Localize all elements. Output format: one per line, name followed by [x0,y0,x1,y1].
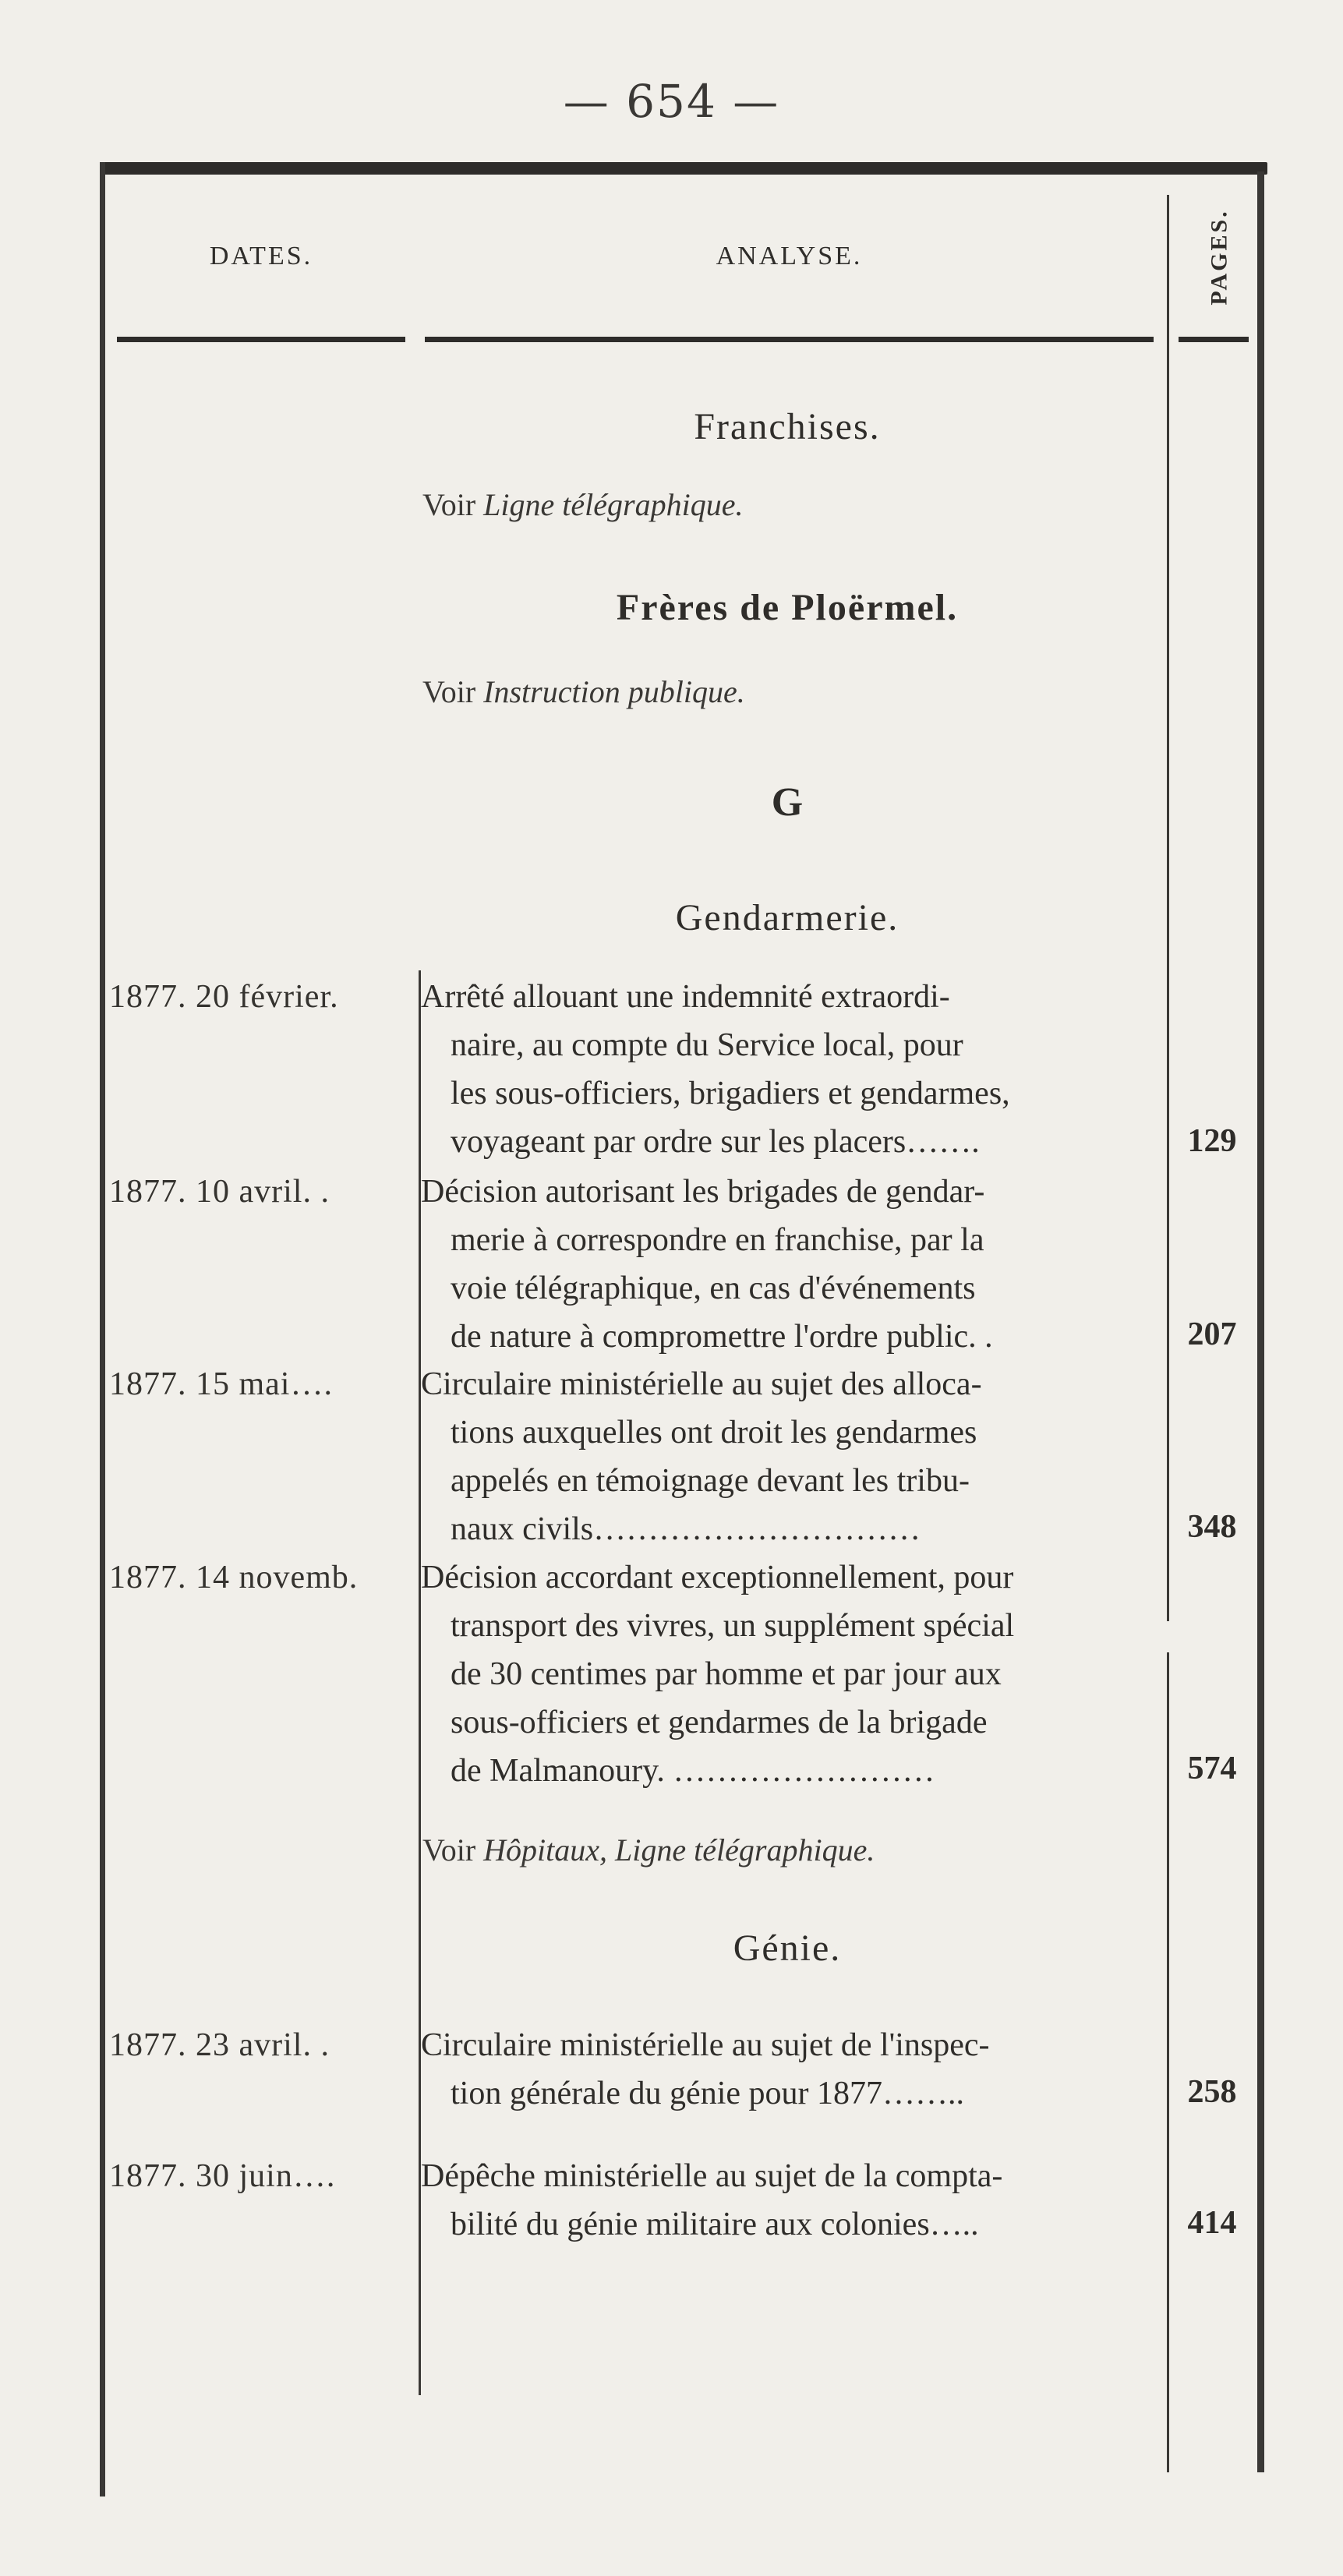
right-frame-rule [1257,171,1264,2472]
entry-line: Dépêche ministérielle au sujet de la compta- [421,2158,1003,2194]
entry-date: 1877. 20 février. [109,979,339,1015]
section-title-genie: Génie. [733,1928,842,1969]
entry-line: Circulaire ministérielle au sujet des alloca- [421,1366,982,1402]
entry-text [421,1553,1163,1795]
entry-page-ref: 348 [1187,1509,1237,1545]
entry-line: sous-officiers et gendarmes de la brigade [451,1705,988,1740]
entry-date: 1877. 23 avril. . [109,2027,330,2063]
see-prefix: Voir [422,1832,476,1868]
see-prefix: Voir [422,674,476,709]
left-frame-rule [100,162,105,2496]
entry-page-ref: 574 [1187,1751,1237,1786]
entry-line: tions auxquelles ont droit les gendarmes [451,1415,977,1451]
entry-line: les sous-officiers, brigadiers et gendarmes, [451,1076,1010,1111]
top-rule [100,162,1267,175]
see-reference-freres [422,673,745,710]
header-rule-pages [1179,337,1249,342]
entry-text [421,2021,1163,2118]
section-title-gendarmerie: Gendarmerie. [675,897,899,938]
entry-page-ref: 258 [1187,2074,1237,2110]
see-target: Ligne télégraphique. [483,487,744,522]
see-prefix: Voir [422,487,476,522]
entry-line: appelés en témoignage devant les tribu- [451,1463,970,1499]
section-title-freres-de-ploermel: Frères de Ploërmel. [616,587,959,628]
entry-page-ref: 414 [1187,2205,1237,2241]
column-header-analyse: ANALYSE. [716,242,863,270]
page-number: — 654 — [563,75,780,128]
entry-date: 1877. 14 novemb. [109,1560,359,1595]
column-rule-pages [1167,195,1169,1621]
column-header-pages-label: PAGES. [1207,209,1233,306]
alphabet-letter-heading: G [771,780,804,825]
see-reference-franchises [422,486,743,523]
entry-line: de 30 centimes par homme et par jour aux [451,1656,1002,1692]
entry-date: 1877. 15 mai…. [109,1366,333,1402]
entry-line: tion générale du génie pour 1877…….. [451,2076,964,2111]
entry-date: 1877. 30 juin…. [109,2158,336,2194]
header-rule-analyse [425,337,1154,342]
entry-line: merie à correspondre en franchise, par la [451,1222,984,1258]
column-header-dates: DATES. [209,242,313,270]
see-reference-gendarmerie [422,1832,875,1868]
header-rule-dates [117,337,405,342]
entry-line: transport des vivres, un supplément spécial [451,1608,1015,1644]
see-target: Instruction publique. [483,674,745,709]
entry-line: voie télégraphique, en cas d'événements [451,1270,976,1306]
entry-date: 1877. 10 avril. . [109,1174,330,1210]
entry-line: naire, au compte du Service local, pour [451,1027,963,1063]
entry-text [421,2152,1163,2249]
entry-line: Décision autorisant les brigades de gendar- [421,1174,985,1210]
entry-text [421,973,1163,1166]
entry-line: bilité du génie militaire aux colonies….. [451,2207,979,2242]
column-header-pages [1193,195,1247,320]
entry-text [421,1168,1163,1361]
entry-page-ref: 207 [1187,1316,1237,1352]
entry-line: Circulaire ministérielle au sujet de l'inspec- [421,2027,990,2063]
section-title-franchises: Franchises. [694,406,881,447]
see-target: Hôpitaux, Ligne télégraphique. [483,1832,875,1868]
entry-line: Décision accordant exceptionnellement, pour [421,1560,1014,1595]
entry-line: naux civils………………………… [451,1511,921,1547]
entry-page-ref: 129 [1187,1123,1237,1159]
entry-line: Arrêté allouant une indemnité extraordi- [421,979,950,1015]
entry-line: voyageant par ordre sur les placers……. [451,1124,980,1160]
entry-text [421,1360,1163,1553]
entry-line: de Malmanoury. …………………… [451,1753,935,1789]
entry-line: de nature à compromettre l'ordre public. . [451,1319,993,1355]
